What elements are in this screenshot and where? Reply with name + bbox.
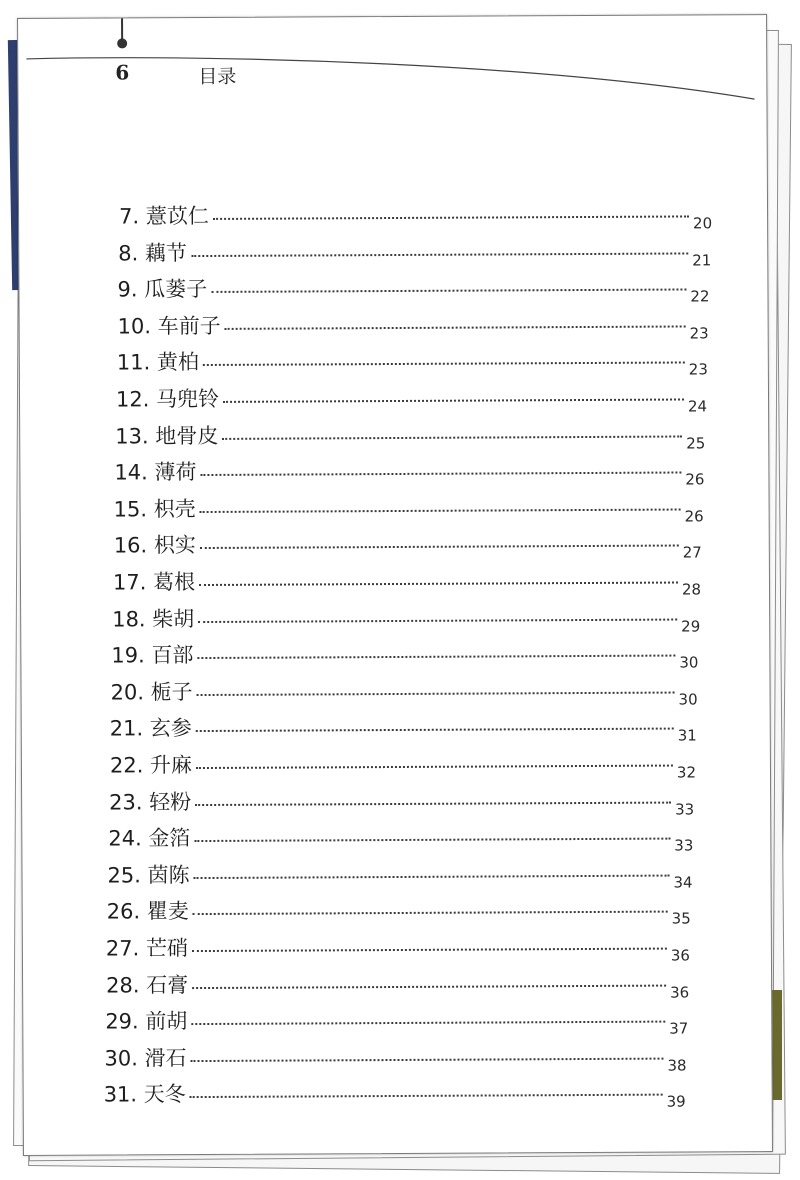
dot-leader: [191, 1021, 665, 1025]
dot-leader: [198, 618, 677, 623]
toc-entry: [115, 417, 706, 453]
toc-entry-title: 13. 地骨皮: [115, 423, 219, 449]
toc-entry-page: 30: [678, 690, 698, 709]
toc-entry-page: 33: [675, 800, 695, 819]
toc-entry: [118, 234, 712, 270]
toc-entry-title: 12. 马兜铃: [115, 386, 220, 412]
toc-entry-title: 10. 车前子: [117, 313, 221, 339]
toc-entry-title: 31. 天冬: [103, 1082, 186, 1107]
toc-entry: [115, 380, 708, 416]
toc-entry-page: 35: [671, 909, 691, 928]
dot-leader: [203, 362, 685, 367]
toc-entry-page: 31: [677, 726, 697, 745]
dot-leader: [200, 472, 681, 477]
toc-entry-page: 36: [670, 946, 690, 965]
dot-leader: [222, 435, 682, 439]
dot-leader: [196, 728, 674, 733]
toc-entry: [113, 490, 704, 526]
toc-entry-page: 23: [688, 360, 708, 379]
toc-entry-page: 20: [692, 214, 713, 233]
toc-entry: [112, 600, 701, 636]
toc-entry-page: 30: [679, 653, 699, 672]
toc-entry-title: 14. 薄荷: [114, 460, 197, 485]
dot-leader: [197, 691, 675, 696]
toc-entry-page: 29: [681, 616, 701, 636]
toc-entry-page: 28: [681, 580, 702, 599]
toc-page: [17, 14, 773, 1156]
toc-entry: [117, 271, 709, 304]
toc-entry-page: 36: [669, 983, 690, 1002]
toc-entry-page: 21: [692, 250, 712, 270]
dot-leader: [192, 948, 667, 952]
toc-entry-page: 22: [690, 287, 710, 306]
toc-entry-title: 29. 前胡: [105, 1009, 188, 1034]
section-title: 目录: [198, 65, 237, 89]
toc-entry: [112, 563, 702, 599]
toc-entry-title: 17. 葛根: [112, 570, 196, 595]
back-cover-edge: [772, 990, 782, 1100]
toc-entry-title: 16. 枳实: [113, 533, 196, 558]
toc-entry: [119, 197, 713, 233]
toc-entry: [104, 1076, 686, 1109]
toc-entry-page: 34: [673, 873, 693, 892]
toc-entry: [110, 710, 697, 743]
toc-entry-title: 15. 枳壳: [113, 496, 196, 522]
toc-entry-title: 9. 瓜蒌子: [117, 277, 208, 302]
toc-entry-title: 30. 滑石: [104, 1045, 187, 1071]
toc-entry-page: 32: [676, 763, 697, 782]
dot-leader: [193, 911, 668, 915]
dot-leader: [197, 655, 675, 660]
toc-entry: [107, 856, 693, 892]
toc-entry-page: 37: [669, 1019, 689, 1038]
page-number: 6: [115, 60, 130, 85]
dot-leader: [200, 508, 681, 513]
toc-entry: [105, 929, 690, 965]
toc-entry-title: 21. 玄参: [109, 716, 192, 741]
dot-leader: [196, 765, 673, 769]
toc-entry-title: 28. 石膏: [106, 972, 189, 998]
toc-entry-title: 24. 金箔: [108, 826, 191, 851]
dot-leader: [190, 1094, 663, 1098]
toc-entry-title: 25. 茵陈: [107, 862, 190, 888]
dot-leader: [195, 801, 671, 805]
toc-entry-page: 26: [684, 507, 704, 526]
toc-entry: [108, 820, 693, 853]
toc-entry-title: 7. 薏苡仁: [119, 203, 209, 229]
toc-entry-title: 22. 升麻: [109, 753, 193, 778]
toc-entry: [109, 746, 697, 782]
toc-entry-page: 33: [674, 836, 694, 855]
toc-entry: [106, 966, 690, 1002]
toc-entry: [105, 1003, 688, 1036]
table-of-contents: [18, 15, 772, 1155]
dot-leader: [191, 1057, 664, 1061]
toc-entry-title: 27. 芒硝: [105, 936, 189, 961]
toc-entry: [111, 637, 698, 670]
toc-entry: [109, 783, 695, 819]
dot-leader: [213, 215, 689, 219]
dot-leader: [223, 398, 684, 402]
toc-entry-page: 26: [685, 470, 705, 489]
toc-entry: [110, 673, 698, 709]
toc-entry: [117, 344, 708, 377]
toc-entry-title: 11. 黄柏: [116, 350, 199, 375]
toc-entry-page: 38: [667, 1056, 687, 1075]
toc-entry-page: 27: [682, 543, 702, 562]
dot-leader: [191, 252, 688, 257]
toc-entry: [114, 527, 702, 560]
toc-entry-title: 19. 百部: [111, 643, 194, 668]
toc-entry-title: 23. 轻粉: [109, 789, 192, 815]
toc-entry: [107, 893, 691, 926]
dot-leader: [200, 545, 679, 550]
dot-leader: [225, 325, 686, 329]
toc-entry-page: 25: [686, 433, 706, 453]
toc-entry-title: 26. 瞿麦: [106, 899, 189, 924]
toc-entry: [104, 1039, 687, 1075]
toc-entry-page: 39: [666, 1092, 686, 1111]
dot-leader: [194, 838, 670, 842]
toc-entry-title: 8. 藕节: [118, 240, 188, 266]
toc-entry-title: 18. 柴胡: [112, 606, 195, 632]
dot-leader: [194, 874, 670, 878]
toc-entry: [114, 454, 704, 487]
toc-entry: [117, 307, 709, 343]
dot-leader: [211, 289, 686, 293]
dot-leader: [192, 984, 666, 988]
dot-leader: [199, 582, 678, 587]
toc-entry-title: 20. 栀子: [110, 679, 193, 705]
toc-entry-page: 24: [687, 397, 708, 416]
toc-entry-page: 23: [689, 324, 709, 343]
